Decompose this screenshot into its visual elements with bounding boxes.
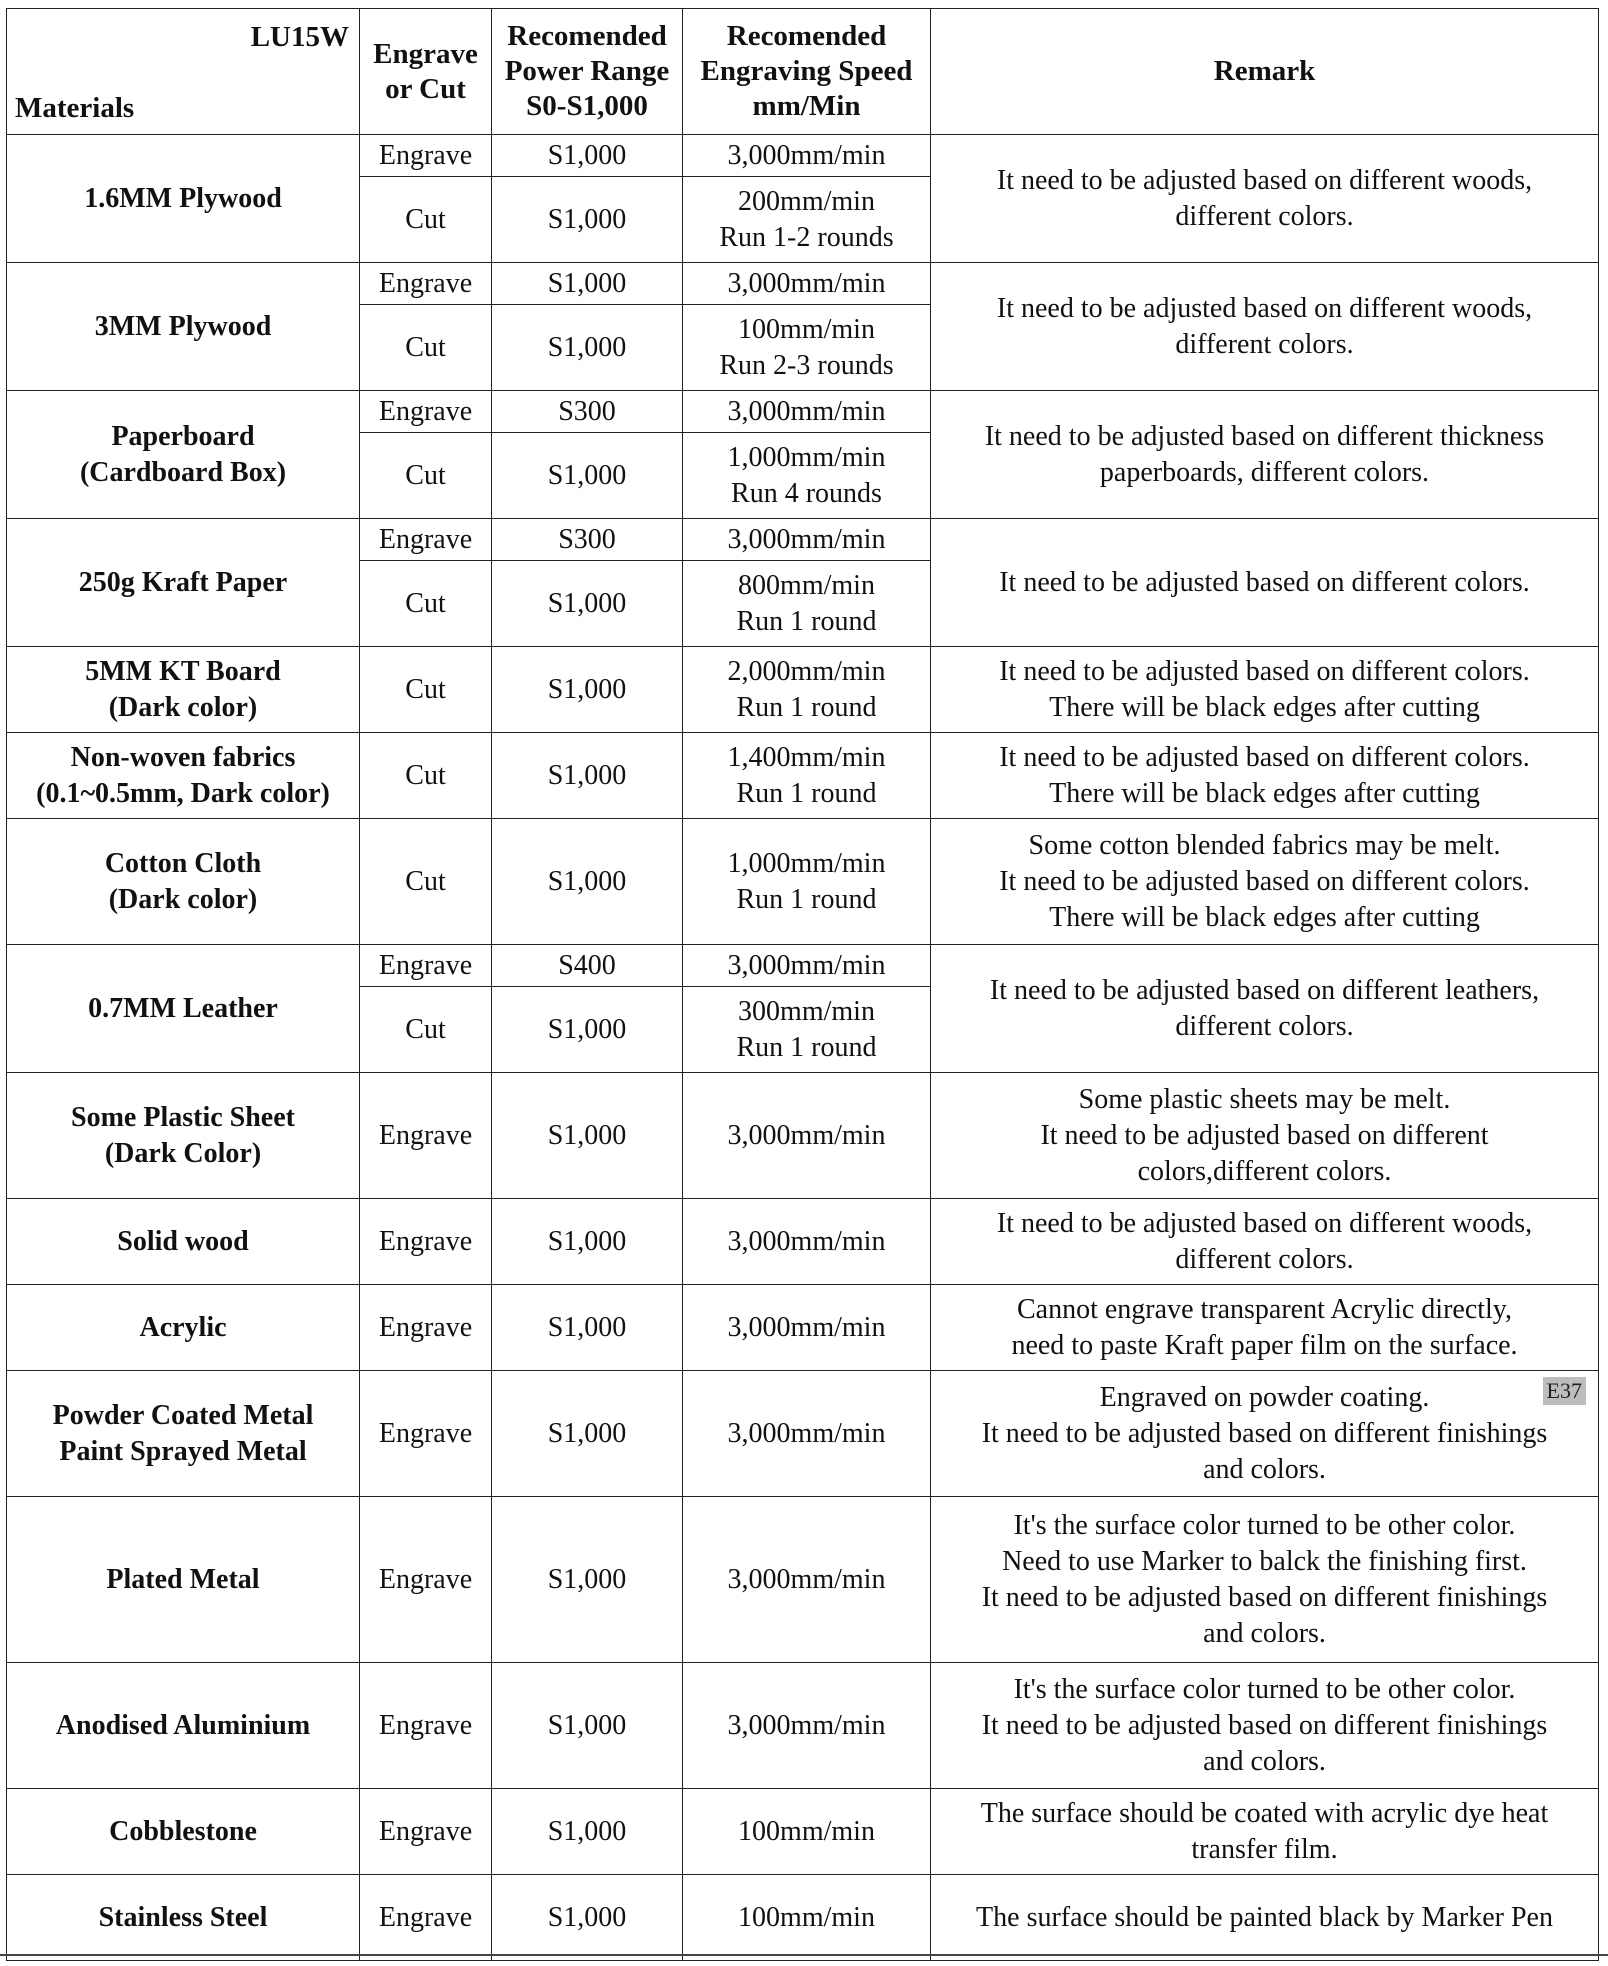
material-cell: Cotton Cloth (Dark color) [7, 819, 360, 945]
material-cell: 3MM Plywood [7, 263, 360, 391]
speed-cell: 100mm/min [683, 1875, 931, 1961]
remark-cell: Some plastic sheets may be melt. It need to be adjusted based on different colors,different colors. [931, 1073, 1599, 1199]
mode-header: Engrave or Cut [360, 9, 492, 135]
power-cell: S1,000 [492, 647, 683, 733]
speed-cell: 1,400mm/min Run 1 round [683, 733, 931, 819]
power-cell: S1,000 [492, 1285, 683, 1371]
table-row [7, 1285, 1599, 1371]
material-cell: Powder Coated Metal Paint Sprayed Metal [7, 1371, 360, 1497]
remark-cell: It need to be adjusted based on different colors. [931, 519, 1599, 647]
power-cell: S300 [492, 519, 683, 561]
power-cell: S1,000 [492, 177, 683, 263]
mode-cell: Engrave [360, 1073, 492, 1199]
mode-cell: Cut [360, 177, 492, 263]
table-row [7, 1073, 1599, 1199]
table-row [7, 135, 1599, 177]
material-cell: Paperboard (Cardboard Box) [7, 391, 360, 519]
table-row [7, 391, 1599, 433]
mode-cell: Cut [360, 647, 492, 733]
mode-cell: Engrave [360, 263, 492, 305]
mode-cell: Cut [360, 987, 492, 1073]
power-cell: S400 [492, 945, 683, 987]
speed-cell: 3,000mm/min [683, 945, 931, 987]
speed-cell: 300mm/min Run 1 round [683, 987, 931, 1073]
materials-header: Materials [15, 92, 135, 124]
material-cell: 0.7MM Leather [7, 945, 360, 1073]
mode-cell: Cut [360, 561, 492, 647]
remark-cell: The surface should be coated with acrylic dye heat transfer film. [931, 1789, 1599, 1875]
speed-header: Recomended Engraving Speed mm/Min [683, 9, 931, 135]
mode-cell: Engrave [360, 1875, 492, 1961]
table-row [7, 1875, 1599, 1961]
power-cell: S1,000 [492, 1073, 683, 1199]
power-cell: S1,000 [492, 561, 683, 647]
speed-cell: 100mm/min [683, 1789, 931, 1875]
remark-cell: E37 Engraved on powder coating. It need to be adjusted based on different finishings and colors. [931, 1371, 1599, 1497]
power-cell: S1,000 [492, 1199, 683, 1285]
speed-cell: 1,000mm/min Run 4 rounds [683, 433, 931, 519]
model-label: LU15W [250, 21, 349, 53]
table-row [7, 1199, 1599, 1285]
speed-cell: 3,000mm/min [683, 1285, 931, 1371]
material-cell: Some Plastic Sheet (Dark Color) [7, 1073, 360, 1199]
speed-cell: 200mm/min Run 1-2 rounds [683, 177, 931, 263]
mode-cell: Cut [360, 305, 492, 391]
material-cell: Plated Metal [7, 1497, 360, 1663]
remark-cell: It's the surface color turned to be other color. Need to use Marker to balck the finishing first. It need to be adjusted based on different finishings and colors. [931, 1497, 1599, 1663]
speed-cell: 1,000mm/min Run 1 round [683, 819, 931, 945]
power-cell: S1,000 [492, 1663, 683, 1789]
power-cell: S1,000 [492, 1497, 683, 1663]
speed-cell: 3,000mm/min [683, 135, 931, 177]
power-header: Recomended Power Range S0-S1,000 [492, 9, 683, 135]
remark-cell: It need to be adjusted based on different colors. There will be black edges after cutting [931, 733, 1599, 819]
cell-reference-tag: E37 [1543, 1377, 1586, 1405]
remark-cell: The surface should be painted black by Marker Pen [931, 1875, 1599, 1961]
power-cell: S1,000 [492, 305, 683, 391]
material-cell: 1.6MM Plywood [7, 135, 360, 263]
speed-cell: 3,000mm/min [683, 519, 931, 561]
power-cell: S1,000 [492, 135, 683, 177]
remark-cell: It need to be adjusted based on different woods, different colors. [931, 135, 1599, 263]
mode-cell: Cut [360, 733, 492, 819]
mode-cell: Engrave [360, 391, 492, 433]
speed-cell: 3,000mm/min [683, 1663, 931, 1789]
table-row [7, 819, 1599, 945]
table-body [7, 135, 1599, 1961]
material-cell: Acrylic [7, 1285, 360, 1371]
power-cell: S1,000 [492, 1789, 683, 1875]
material-cell: Non-woven fabrics (0.1~0.5mm, Dark color) [7, 733, 360, 819]
remark-cell: Cannot engrave transparent Acrylic directly, need to paste Kraft paper film on the surface. [931, 1285, 1599, 1371]
power-cell: S300 [492, 391, 683, 433]
remark-header: Remark [931, 9, 1599, 135]
page-bottom-rule [0, 1954, 1608, 1956]
table-row [7, 263, 1599, 305]
material-cell: Solid wood [7, 1199, 360, 1285]
mode-cell: Cut [360, 819, 492, 945]
speed-cell: 3,000mm/min [683, 1497, 931, 1663]
speed-cell: 3,000mm/min [683, 263, 931, 305]
remark-cell: It's the surface color turned to be other color. It need to be adjusted based on different finishings and colors. [931, 1663, 1599, 1789]
mode-cell: Engrave [360, 135, 492, 177]
remark-cell: It need to be adjusted based on different woods, different colors. [931, 263, 1599, 391]
speed-cell: 2,000mm/min Run 1 round [683, 647, 931, 733]
remark-cell: It need to be adjusted based on different leathers, different colors. [931, 945, 1599, 1073]
material-cell: Anodised Aluminium [7, 1663, 360, 1789]
table-row [7, 1497, 1599, 1663]
power-cell: S1,000 [492, 987, 683, 1073]
header-row [7, 9, 1599, 135]
table-row [7, 519, 1599, 561]
material-cell: 5MM KT Board (Dark color) [7, 647, 360, 733]
speed-cell: 3,000mm/min [683, 1371, 931, 1497]
material-cell: Stainless Steel [7, 1875, 360, 1961]
speed-cell: 3,000mm/min [683, 1073, 931, 1199]
material-cell: 250g Kraft Paper [7, 519, 360, 647]
speed-cell: 800mm/min Run 1 round [683, 561, 931, 647]
mode-cell: Engrave [360, 945, 492, 987]
table-row [7, 647, 1599, 733]
power-cell: S1,000 [492, 1371, 683, 1497]
power-cell: S1,000 [492, 263, 683, 305]
power-cell: S1,000 [492, 1875, 683, 1961]
material-cell: Cobblestone [7, 1789, 360, 1875]
speed-cell: 3,000mm/min [683, 1199, 931, 1285]
speed-cell: 3,000mm/min [683, 391, 931, 433]
header-materials-cell [7, 9, 360, 135]
power-cell: S1,000 [492, 819, 683, 945]
power-cell: S1,000 [492, 733, 683, 819]
table-row [7, 1789, 1599, 1875]
power-cell: S1,000 [492, 433, 683, 519]
remark-cell: Some cotton blended fabrics may be melt. It need to be adjusted based on different colors. There will be black edges after cutting [931, 819, 1599, 945]
remark-cell: It need to be adjusted based on different thickness paperboards, different colors. [931, 391, 1599, 519]
mode-cell: Engrave [360, 1497, 492, 1663]
remark-cell: It need to be adjusted based on different colors. There will be black edges after cutting [931, 647, 1599, 733]
mode-cell: Engrave [360, 1285, 492, 1371]
mode-cell: Engrave [360, 519, 492, 561]
mode-cell: Engrave [360, 1663, 492, 1789]
table-row [7, 733, 1599, 819]
table-row [7, 1663, 1599, 1789]
mode-cell: Engrave [360, 1789, 492, 1875]
speed-cell: 100mm/min Run 2-3 rounds [683, 305, 931, 391]
mode-cell: Engrave [360, 1199, 492, 1285]
mode-cell: Cut [360, 433, 492, 519]
table-row [7, 1371, 1599, 1497]
table-row [7, 945, 1599, 987]
laser-settings-table [6, 8, 1599, 1961]
mode-cell: Engrave [360, 1371, 492, 1497]
remark-cell: It need to be adjusted based on different woods, different colors. [931, 1199, 1599, 1285]
